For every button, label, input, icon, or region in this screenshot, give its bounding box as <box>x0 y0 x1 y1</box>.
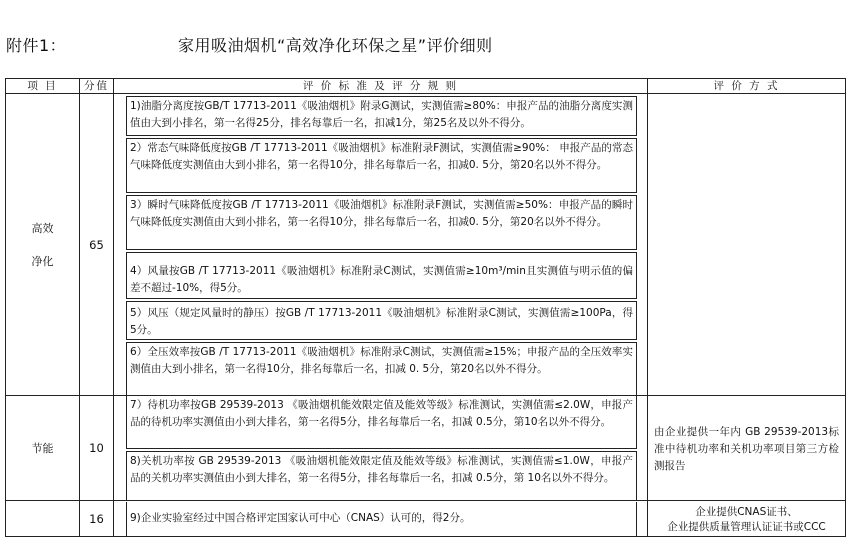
rule-item: 3）瞬时气味降低度按GB /T 17713-2011《吸油烟机》标准附录F测试，实测值需≥50%：申报产品的瞬时气味降低度实测值由大到小排名，第一名得10分，排名每靠后一名，扣减0. 5分，第20名以外不得分。 <box>126 195 637 250</box>
rules-cell <box>114 94 648 396</box>
table-row <box>6 396 846 501</box>
table-row <box>6 94 846 396</box>
table-header-row <box>6 79 846 94</box>
rule-item: 8)关机功率按 GB 29539-2013 《吸油烟机能效限定值及能效等级》标准测试，实测值需≤1.0W，申报产品的关机功率实测值由小到大排名，第一名得5分，排名每靠后一名，扣减 0.5分，第 10名以外不得分。 <box>126 451 637 500</box>
header-method: 评 价 方 式 <box>648 79 846 94</box>
item-cell-purification <box>6 94 80 396</box>
table-row <box>6 501 846 537</box>
score-cell: 10 <box>80 396 114 501</box>
item-label-line: 高效 <box>31 221 54 235</box>
method-cell-empty <box>648 94 846 396</box>
method-cell-cert <box>648 501 846 537</box>
item-cell-energy: 节能 <box>6 396 80 501</box>
rules-cell <box>114 396 648 501</box>
header-score: 分值 <box>80 79 114 94</box>
method-line: 企业提供CNAS证书、 <box>695 505 798 518</box>
rule-item: 2）常态气味降低度按GB /T 17713-2011《吸油烟机》标准附录F测试，实测值需≥90%： 申报产品的常态气味降低度实测值由大到小排名，第一名得10分，排名每靠后一名，扣减0. 5分，第20名以外不得分。 <box>126 138 637 193</box>
method-cell-energy: 由企业提供一年内 GB 29539-2013标准中待机功率和关机功率项目第三方检测报告 <box>648 396 846 501</box>
rule-item: 7）待机功率按GB 29539-2013 《吸油烟机能效限定值及能效等级》标准测试，实测值需≤2.0W，申报产品的待机功率实测值由小到大排名，第一名得5分，排名每靠后一名，扣减 0.5分，第10名以外不得分。 <box>126 396 637 449</box>
rule-item: 1)油脂分离度按GB/T 17713-2011《吸油烟机》附录G测试，实测值需≥80%：申报产品的油脂分离度实测值由大到小排名，第一名得25分，排名每靠后一名，扣减1分，第25名及以外不得分。 <box>126 96 637 136</box>
score-cell: 65 <box>80 94 114 396</box>
evaluation-table <box>5 78 846 537</box>
rule-item: 4）风量按GB /T 17713-2011《吸油烟机》标准附录C测试，实测值需≥10m³/min且实测值与明示值的偏差不超过-10%，得5分。 <box>126 252 637 299</box>
document-title: 家用吸油烟机“高效净化环保之星”评价细则 <box>178 36 493 55</box>
header-rules: 评 价 标 准 及 评 分 规 则 <box>114 79 648 94</box>
rule-item: 6）全压效率按GB /T 17713-2011《吸油烟机》标准附录C测试，实测值需≥15%；申报产品的全压效率实测值由大到小排名，第一名得10分，排名每靠后一名，扣减 0. 5分，第20名以外不得分。 <box>126 342 637 395</box>
rule-item: 5）风压（规定风量时的静压）按GB /T 17713-2011《吸油烟机》标准附录C测试，实测值需≥100Pa，得5分。 <box>126 301 637 340</box>
attachment-label: 附件1： <box>6 36 67 55</box>
method-line: 企业提供质量管理认证证书或CCC <box>667 520 826 533</box>
rule-item: 9)企业实验室经过中国合格评定国家认可中心（CNAS）认可的，得2分。 <box>126 502 637 536</box>
item-label-line: 净化 <box>31 254 54 268</box>
header-item: 项 目 <box>6 79 80 94</box>
item-cell-blank <box>6 501 80 537</box>
score-cell: 16 <box>80 501 114 537</box>
rules-cell <box>114 501 648 537</box>
